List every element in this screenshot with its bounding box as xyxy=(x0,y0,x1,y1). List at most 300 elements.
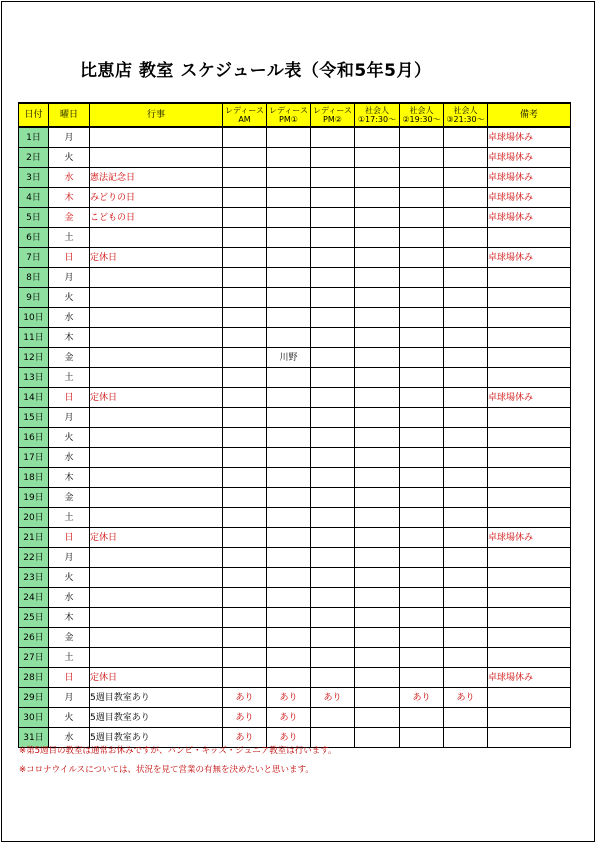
class-cell xyxy=(355,468,400,488)
table-row xyxy=(19,628,571,648)
class-cell xyxy=(400,508,444,528)
note-cell: 卓球場休み xyxy=(488,127,571,148)
class-cell xyxy=(223,588,267,608)
class-cell xyxy=(223,127,267,148)
class-cell xyxy=(400,708,444,728)
page-title: 比恵店 教室 スケジュール表（令和5年5月） xyxy=(80,61,432,81)
class-cell xyxy=(400,228,444,248)
table-row xyxy=(19,668,571,688)
weekday-cell: 木 xyxy=(49,608,90,628)
class-cell: あり xyxy=(223,728,267,748)
date-cell: 2日 xyxy=(19,148,49,168)
weekday-cell: 金 xyxy=(49,488,90,508)
class-cell xyxy=(267,368,311,388)
date-cell: 11日 xyxy=(19,328,49,348)
table-row xyxy=(19,528,571,548)
header-event: 行事 xyxy=(90,103,223,127)
table-row xyxy=(19,388,571,408)
note-cell: 卓球場休み xyxy=(488,208,571,228)
class-cell xyxy=(267,488,311,508)
class-cell xyxy=(311,188,355,208)
date-cell: 6日 xyxy=(19,228,49,248)
event-cell: 5週目教室あり xyxy=(90,728,223,748)
class-cell xyxy=(444,127,488,148)
class-cell xyxy=(444,628,488,648)
date-cell: 10日 xyxy=(19,308,49,328)
class-cell xyxy=(267,188,311,208)
schedule-table xyxy=(18,102,571,748)
class-cell xyxy=(267,608,311,628)
note-cell xyxy=(488,548,571,568)
date-cell: 24日 xyxy=(19,588,49,608)
date-cell: 9日 xyxy=(19,288,49,308)
class-cell: あり xyxy=(311,688,355,708)
class-cell xyxy=(267,508,311,528)
class-cell xyxy=(444,368,488,388)
class-cell xyxy=(444,208,488,228)
date-cell: 13日 xyxy=(19,368,49,388)
date-cell: 12日 xyxy=(19,348,49,368)
class-cell xyxy=(400,628,444,648)
class-cell xyxy=(444,428,488,448)
class-cell xyxy=(355,688,400,708)
class-cell xyxy=(355,388,400,408)
class-cell xyxy=(444,648,488,668)
date-cell: 30日 xyxy=(19,708,49,728)
class-cell: 川野 xyxy=(267,348,311,368)
class-cell xyxy=(223,348,267,368)
class-cell: あり xyxy=(223,708,267,728)
class-cell xyxy=(355,228,400,248)
class-cell xyxy=(444,668,488,688)
date-cell: 14日 xyxy=(19,388,49,408)
date-cell: 18日 xyxy=(19,468,49,488)
class-cell xyxy=(311,268,355,288)
weekday-cell: 金 xyxy=(49,208,90,228)
class-cell xyxy=(223,448,267,468)
header-date: 日付 xyxy=(19,103,49,127)
event-cell xyxy=(90,328,223,348)
class-cell xyxy=(400,588,444,608)
date-cell: 5日 xyxy=(19,208,49,228)
class-cell xyxy=(400,428,444,448)
event-cell xyxy=(90,428,223,448)
class-cell xyxy=(355,248,400,268)
class-cell xyxy=(267,448,311,468)
class-cell xyxy=(267,248,311,268)
weekday-cell: 木 xyxy=(49,188,90,208)
class-cell xyxy=(223,428,267,448)
note-cell xyxy=(488,628,571,648)
class-cell xyxy=(444,708,488,728)
date-cell: 20日 xyxy=(19,508,49,528)
class-cell xyxy=(223,568,267,588)
event-cell xyxy=(90,488,223,508)
header-notes: 備考 xyxy=(488,103,571,127)
note-cell xyxy=(488,588,571,608)
class-cell xyxy=(267,648,311,668)
event-cell: 定休日 xyxy=(90,388,223,408)
class-cell xyxy=(267,588,311,608)
class-cell xyxy=(444,288,488,308)
weekday-cell: 土 xyxy=(49,368,90,388)
weekday-cell: 月 xyxy=(49,127,90,148)
class-cell xyxy=(311,368,355,388)
class-cell xyxy=(223,608,267,628)
weekday-cell: 日 xyxy=(49,388,90,408)
note-cell xyxy=(488,368,571,388)
class-cell xyxy=(267,408,311,428)
class-cell xyxy=(267,228,311,248)
class-cell xyxy=(400,468,444,488)
class-cell: あり xyxy=(267,688,311,708)
class-cell xyxy=(223,248,267,268)
date-cell: 17日 xyxy=(19,448,49,468)
class-cell xyxy=(267,388,311,408)
class-cell xyxy=(223,228,267,248)
date-cell: 4日 xyxy=(19,188,49,208)
class-cell xyxy=(400,728,444,748)
table-row xyxy=(19,148,571,168)
class-cell xyxy=(355,668,400,688)
weekday-cell: 月 xyxy=(49,548,90,568)
class-cell xyxy=(223,668,267,688)
note-cell xyxy=(488,728,571,748)
table-row xyxy=(19,368,571,388)
class-cell xyxy=(400,127,444,148)
class-cell xyxy=(311,648,355,668)
class-cell xyxy=(223,408,267,428)
table-row xyxy=(19,448,571,468)
class-cell xyxy=(223,388,267,408)
class-cell xyxy=(400,648,444,668)
event-cell xyxy=(90,548,223,568)
table-row xyxy=(19,568,571,588)
class-cell xyxy=(355,288,400,308)
event-cell xyxy=(90,568,223,588)
event-cell: 5週目教室あり xyxy=(90,688,223,708)
class-cell xyxy=(223,328,267,348)
class-cell xyxy=(311,428,355,448)
weekday-cell: 火 xyxy=(49,428,90,448)
event-cell xyxy=(90,448,223,468)
class-cell xyxy=(311,588,355,608)
note-cell xyxy=(488,308,571,328)
event-cell xyxy=(90,628,223,648)
note-cell xyxy=(488,348,571,368)
table-row xyxy=(19,228,571,248)
class-cell xyxy=(355,168,400,188)
class-cell xyxy=(311,528,355,548)
table-row xyxy=(19,488,571,508)
class-cell xyxy=(223,488,267,508)
class-cell: あり xyxy=(400,688,444,708)
class-cell xyxy=(444,508,488,528)
class-cell xyxy=(444,448,488,468)
date-cell: 22日 xyxy=(19,548,49,568)
class-cell xyxy=(355,428,400,448)
weekday-cell: 火 xyxy=(49,288,90,308)
class-cell xyxy=(400,168,444,188)
class-cell xyxy=(223,268,267,288)
class-cell xyxy=(444,568,488,588)
class-cell xyxy=(444,528,488,548)
note-cell: 卓球場休み xyxy=(488,248,571,268)
weekday-cell: 月 xyxy=(49,408,90,428)
table-row xyxy=(19,248,571,268)
remark-line-2: ※コロナウイルスについては、状況を見て営業の有無を決めたいと思います。 xyxy=(19,765,314,775)
class-cell xyxy=(223,628,267,648)
class-cell xyxy=(355,608,400,628)
class-cell xyxy=(311,508,355,528)
class-cell xyxy=(223,548,267,568)
date-cell: 15日 xyxy=(19,408,49,428)
class-cell xyxy=(355,328,400,348)
class-cell xyxy=(355,348,400,368)
class-cell xyxy=(355,588,400,608)
class-cell xyxy=(311,168,355,188)
class-cell xyxy=(311,388,355,408)
date-cell: 28日 xyxy=(19,668,49,688)
class-cell xyxy=(267,308,311,328)
class-cell xyxy=(444,328,488,348)
class-cell xyxy=(444,728,488,748)
class-cell xyxy=(355,268,400,288)
note-cell xyxy=(488,328,571,348)
class-cell xyxy=(355,148,400,168)
class-cell xyxy=(355,528,400,548)
event-cell: 定休日 xyxy=(90,668,223,688)
weekday-cell: 土 xyxy=(49,508,90,528)
class-cell xyxy=(355,488,400,508)
weekday-cell: 月 xyxy=(49,688,90,708)
event-cell xyxy=(90,228,223,248)
class-cell xyxy=(267,148,311,168)
class-cell xyxy=(355,368,400,388)
class-cell xyxy=(267,528,311,548)
class-cell xyxy=(444,168,488,188)
note-cell xyxy=(488,708,571,728)
event-cell xyxy=(90,508,223,528)
class-cell xyxy=(223,368,267,388)
date-cell: 21日 xyxy=(19,528,49,548)
table-row xyxy=(19,688,571,708)
class-cell: あり xyxy=(267,728,311,748)
class-cell xyxy=(267,127,311,148)
event-cell: 定休日 xyxy=(90,528,223,548)
note-cell: 卓球場休み xyxy=(488,188,571,208)
class-cell xyxy=(444,228,488,248)
table-row xyxy=(19,468,571,488)
class-cell xyxy=(355,548,400,568)
table-row xyxy=(19,348,571,368)
note-cell: 卓球場休み xyxy=(488,388,571,408)
class-cell xyxy=(267,288,311,308)
class-cell xyxy=(355,708,400,728)
class-cell xyxy=(267,428,311,448)
class-cell xyxy=(267,468,311,488)
header-adult2: 社会人②19:30～ xyxy=(400,103,444,127)
date-cell: 27日 xyxy=(19,648,49,668)
class-cell xyxy=(311,308,355,328)
note-cell xyxy=(488,288,571,308)
weekday-cell: 土 xyxy=(49,228,90,248)
class-cell xyxy=(267,668,311,688)
class-cell xyxy=(400,448,444,468)
event-cell xyxy=(90,588,223,608)
event-cell xyxy=(90,148,223,168)
class-cell xyxy=(355,308,400,328)
class-cell xyxy=(355,508,400,528)
table-row xyxy=(19,168,571,188)
class-cell xyxy=(444,248,488,268)
class-cell xyxy=(444,348,488,368)
weekday-cell: 金 xyxy=(49,348,90,368)
note-cell xyxy=(488,468,571,488)
date-cell: 25日 xyxy=(19,608,49,628)
table-row xyxy=(19,508,571,528)
note-cell xyxy=(488,648,571,668)
header-adult1: 社会人①17:30～ xyxy=(355,103,400,127)
weekday-cell: 火 xyxy=(49,568,90,588)
class-cell xyxy=(267,548,311,568)
date-cell: 1日 xyxy=(19,127,49,148)
note-cell xyxy=(488,448,571,468)
class-cell xyxy=(311,448,355,468)
table-row xyxy=(19,288,571,308)
class-cell xyxy=(267,168,311,188)
header-adult3: 社会人③21:30～ xyxy=(444,103,488,127)
class-cell xyxy=(311,548,355,568)
table-row xyxy=(19,268,571,288)
date-cell: 31日 xyxy=(19,728,49,748)
weekday-cell: 水 xyxy=(49,728,90,748)
weekday-cell: 水 xyxy=(49,168,90,188)
class-cell xyxy=(267,208,311,228)
table-row xyxy=(19,708,571,728)
note-cell: 卓球場休み xyxy=(488,168,571,188)
note-cell xyxy=(488,428,571,448)
note-cell xyxy=(488,408,571,428)
event-cell xyxy=(90,408,223,428)
class-cell xyxy=(311,208,355,228)
class-cell xyxy=(400,408,444,428)
class-cell xyxy=(355,628,400,648)
date-cell: 29日 xyxy=(19,688,49,708)
class-cell xyxy=(311,288,355,308)
date-cell: 19日 xyxy=(19,488,49,508)
class-cell xyxy=(223,468,267,488)
note-cell xyxy=(488,568,571,588)
class-cell xyxy=(223,148,267,168)
class-cell xyxy=(223,508,267,528)
class-cell xyxy=(444,188,488,208)
class-cell xyxy=(400,388,444,408)
event-cell xyxy=(90,127,223,148)
weekday-cell: 日 xyxy=(49,668,90,688)
header-ladies-pm1: レディースPM① xyxy=(267,103,311,127)
class-cell xyxy=(444,148,488,168)
table-row xyxy=(19,408,571,428)
class-cell xyxy=(355,208,400,228)
header-ladies-am: レディースAM xyxy=(223,103,267,127)
class-cell xyxy=(400,368,444,388)
table-row xyxy=(19,208,571,228)
weekday-cell: 土 xyxy=(49,648,90,668)
class-cell xyxy=(311,248,355,268)
note-cell xyxy=(488,268,571,288)
table-row xyxy=(19,188,571,208)
class-cell xyxy=(223,168,267,188)
note-cell: 卓球場休み xyxy=(488,528,571,548)
date-cell: 8日 xyxy=(19,268,49,288)
weekday-cell: 水 xyxy=(49,588,90,608)
table-row xyxy=(19,548,571,568)
class-cell xyxy=(400,148,444,168)
header-ladies-pm2: レディースPM② xyxy=(311,103,355,127)
class-cell xyxy=(267,328,311,348)
header-row xyxy=(19,103,571,127)
weekday-cell: 火 xyxy=(49,708,90,728)
class-cell xyxy=(400,548,444,568)
class-cell xyxy=(223,648,267,668)
event-cell: 5週目教室あり xyxy=(90,708,223,728)
note-cell xyxy=(488,228,571,248)
table-row xyxy=(19,588,571,608)
note-cell: 卓球場休み xyxy=(488,148,571,168)
class-cell xyxy=(311,127,355,148)
class-cell xyxy=(223,288,267,308)
class-cell xyxy=(444,388,488,408)
class-cell xyxy=(355,448,400,468)
note-cell xyxy=(488,688,571,708)
event-cell xyxy=(90,648,223,668)
date-cell: 3日 xyxy=(19,168,49,188)
event-cell xyxy=(90,368,223,388)
class-cell xyxy=(400,608,444,628)
class-cell xyxy=(311,488,355,508)
class-cell xyxy=(311,568,355,588)
class-cell xyxy=(400,248,444,268)
class-cell xyxy=(311,408,355,428)
class-cell xyxy=(223,208,267,228)
event-cell xyxy=(90,308,223,328)
note-cell: 卓球場休み xyxy=(488,668,571,688)
table-row xyxy=(19,648,571,668)
class-cell xyxy=(400,668,444,688)
note-cell xyxy=(488,488,571,508)
class-cell xyxy=(444,408,488,428)
class-cell xyxy=(400,568,444,588)
class-cell xyxy=(400,308,444,328)
weekday-cell: 火 xyxy=(49,148,90,168)
weekday-cell: 金 xyxy=(49,628,90,648)
class-cell xyxy=(355,408,400,428)
event-cell xyxy=(90,608,223,628)
class-cell: あり xyxy=(444,688,488,708)
class-cell xyxy=(444,308,488,328)
table-body xyxy=(19,127,571,748)
event-cell xyxy=(90,288,223,308)
class-cell xyxy=(400,208,444,228)
weekday-cell: 日 xyxy=(49,248,90,268)
date-cell: 16日 xyxy=(19,428,49,448)
class-cell xyxy=(223,528,267,548)
table-row xyxy=(19,127,571,148)
class-cell xyxy=(355,188,400,208)
date-cell: 7日 xyxy=(19,248,49,268)
class-cell xyxy=(400,348,444,368)
